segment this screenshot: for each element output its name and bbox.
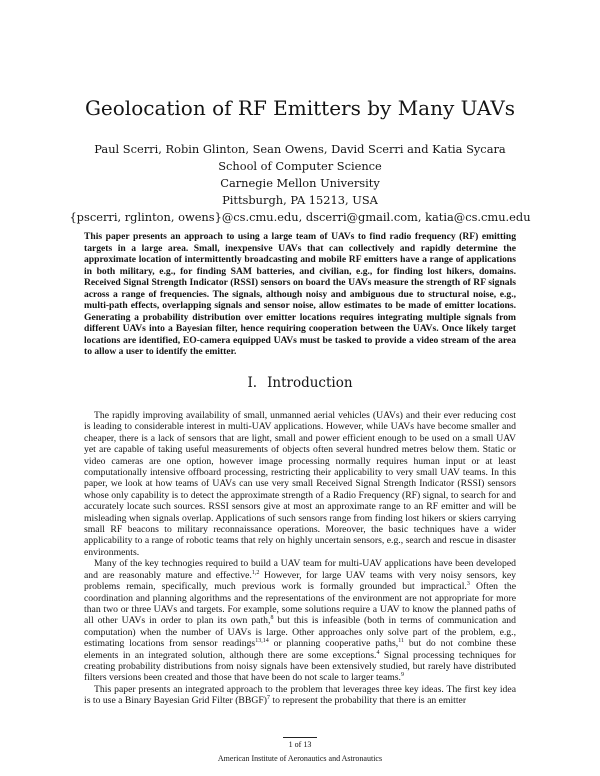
section-heading [40,375,560,391]
paragraph-1: The rapidly improving availability of small, unmanned aerial vehicles (UAVs) and their ever reducing cost is leading to considerable interest in multi-UAV applications. However, while UAVs have become smaller and cheaper, there is a lack of sensors that are light, small and power efficient enough to be used on a small UAV yet are capable of taking useful measurements of objects often several hundred metres below them. Static or video cameras are one option, however image processing normally requires human input or at least computationally intensive offboard processing, restricting their applicability to very small UAV teams. In this paper, we look at how teams of UAVs can use very small Received Signal Strength Indicator (RSSI) sensors whose only capability is to detect the approximate strength of a Radio Frequency (RF) signal, to search for and accurately locate such sources. RSSI sensors give at most an approximate range to an RF emitter and will be misleading when signals overlap. Applications of such sensors range from finding lost hikers or skiers carrying small RF beacons to military reconnaissance operations. Moreover, the basic techniques have a wider applicability to a range of robotic teams that rely on highly uncertain sensors, e.g., search and rescue in disaster environments. [84,410,516,558]
paragraph-2-text: Often the coordination and planning algorithms and the representations of the environment are not appropriate for more than two or three UAVs and targets. For example, some solutions require a UAV to know the planned paths of all other UAVs in order to plan its own path, [84,581,516,627]
paper-title: Geolocation of RF Emitters by Many UAVs [84,96,516,120]
author-emails: {pscerri, rglinton, owens}@cs.cmu.edu, dscerri@gmail.com, katia@cs.cmu.edu [69,210,531,224]
affiliation-university: Carnegie Mellon University [220,176,380,190]
paragraph-2 [84,558,516,683]
paragraph-2-text: but do not combine these elements in an integrated solution, although there are some exceptions. [84,638,516,661]
paragraph-2-text: Many of the key technogies required to build a UAV team for multi-UAV applications have been developed and are reasonably mature and effective. [84,558,516,581]
paragraph-3-text: This paper presents an integrated approach to the problem that leverages three key ideas. The first key idea is to use a Binary Bayesian Grid Filter (BBGF) [84,683,516,707]
paragraph-2-text: or planning cooperative paths, [268,638,399,650]
affiliation-school: School of Computer Science [218,159,382,173]
footer-rule [283,737,317,738]
citation: 11 [398,637,404,644]
section-title: Introduction [267,375,353,391]
paragraph-2-text: Signal processing techniques for creating probability distributions from noisy signals have been extensively studied, but rarely have distributed filters versions been created and those that have been do not scale to larger teams. [84,649,516,684]
citation: 8 [270,615,274,622]
page-number: 1 of 13 [288,740,312,749]
paragraph-2-text: However, for large UAV teams with very noisy sensors, key problems remain, specifically, much previous work is formally grounded but impractical. [84,569,516,593]
citation: 9 [400,672,404,679]
author-list: Paul Scerri, Robin Glinton, Sean Owens, David Scerri and Katia Sycara [94,142,506,156]
paragraph-2-text: but this is infeasible (both in terms of communication and computation) when the number of UAVs is large. Other approaches only solve part of the problem, e.g., estimating locations from sensor readings [84,615,516,650]
citation: 7 [266,694,270,701]
citation: 4 [376,649,380,656]
abstract-text: This paper presents an approach to using a large team of UAVs to find radio frequency (RF) emitting targets in a large area. Small, inexpensive UAVs that can collectively and rapidly determine the approximate location of intermittently broadcasting and mobile RF emitters have a range of applications in both military, e.g., for finding SAM batteries, and civilian, e.g., for finding lost hikers, domains. Received Signal Strength Indicator (RSSI) sensors on board the UAVs measure the strength of RF signals across a range of frequencies. The signals, although noisy and ambiguous due to structural noise, e.g., multi-path effects, overlapping signals and sensor noise, allow estimates to be made of emitter locations. Generating a probability distribution over emitter locations requires integrating multiple signals from different UAVs into a Bayesian filter, hence requiring cooperation between the UAVs. Once likely target locations are identified, EO-camera equipped UAVs must be tasked to provide a video stream of the area to allow a user to identify the emitter. [84,231,516,357]
citation: 1,2 [251,569,260,576]
introduction-body [84,410,516,707]
author-block [40,141,560,226]
citation: 13,14 [255,637,269,644]
citation: 3 [466,580,470,587]
page-footer [40,737,560,764]
section-number: I. [247,375,258,391]
abstract [84,231,516,358]
paragraph-3 [84,684,516,707]
affiliation-city: Pittsburgh, PA 15213, USA [222,193,378,207]
publisher-name: American Institute of Aeronautics and Astronautics [217,754,383,763]
paragraph-3-text: to represent the probability that there is an emitter [269,695,467,707]
